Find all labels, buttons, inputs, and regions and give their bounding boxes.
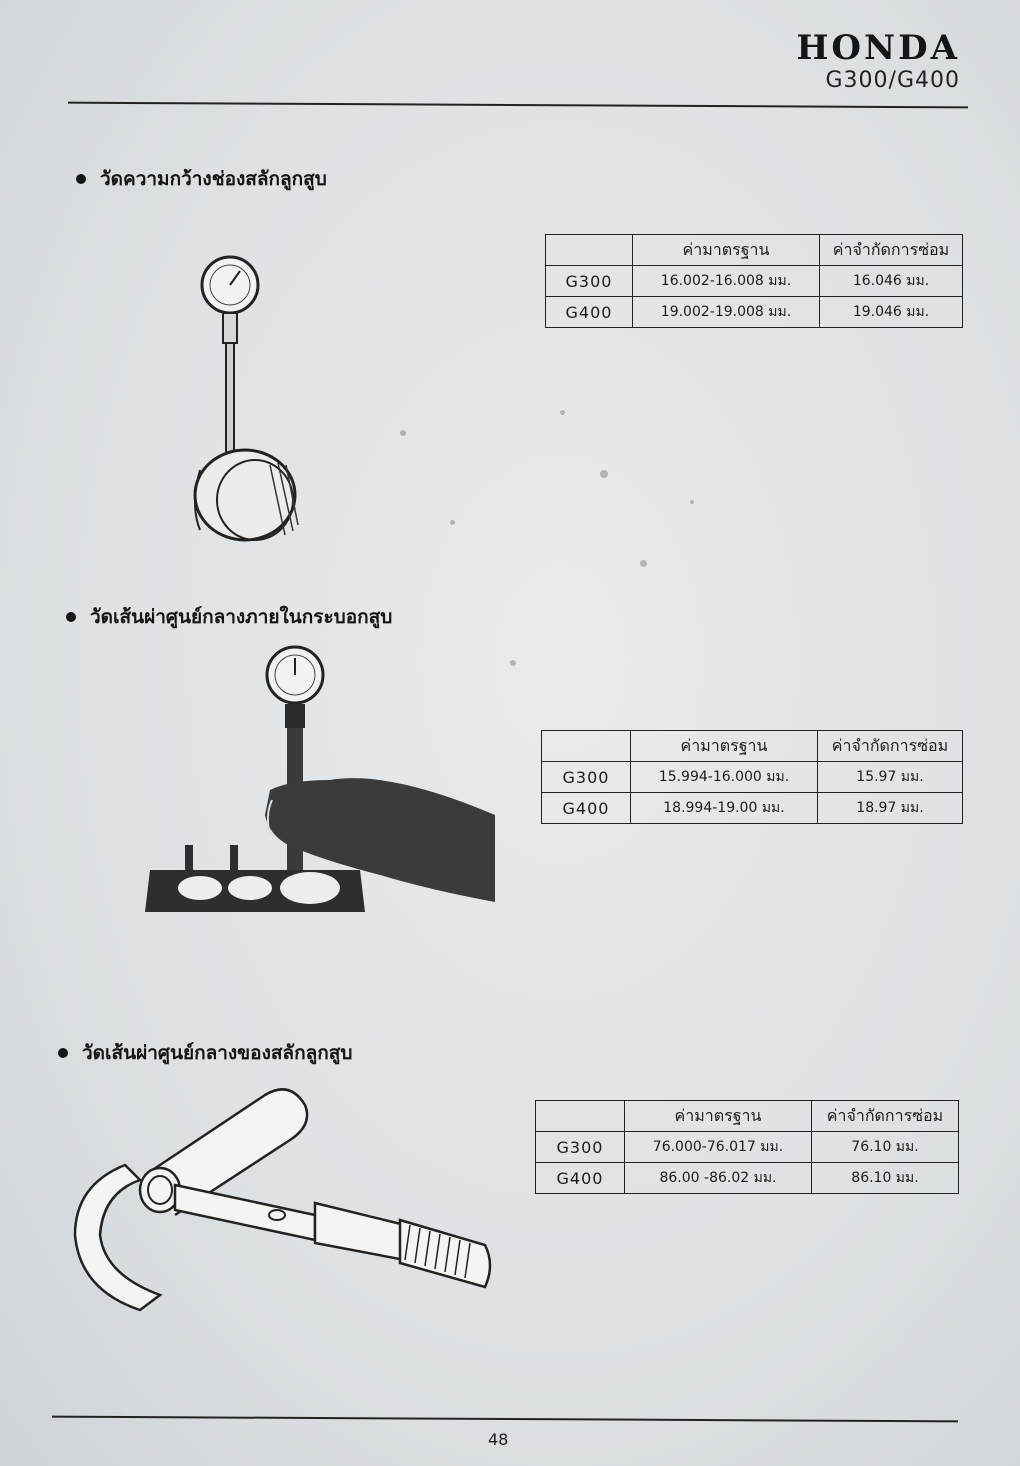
- stain-speck: [640, 560, 647, 567]
- stain-speck: [400, 430, 406, 436]
- limit-cell: 16.046 มม.: [820, 266, 963, 297]
- limit-cell: 86.10 มม.: [812, 1163, 959, 1194]
- section-heading: [76, 164, 327, 194]
- limit-cell: 18.97 มม.: [818, 793, 963, 824]
- bullet-icon: [66, 612, 76, 622]
- table-header-cell: ค่ามาตรฐาน: [631, 731, 818, 762]
- spec-table: [541, 730, 963, 824]
- section-heading: [66, 602, 392, 632]
- spec-table: [535, 1100, 959, 1194]
- section-heading-text: วัดเส้นผ่าศูนย์กลางของสลักลูกสูบ: [82, 1042, 353, 1064]
- table-row: [542, 793, 963, 824]
- model-cell: G400: [546, 297, 633, 328]
- stain-speck: [560, 410, 565, 415]
- model-cell: G300: [542, 762, 631, 793]
- standard-cell: 76.000-76.017 มม.: [625, 1132, 812, 1163]
- stain-speck: [600, 470, 608, 478]
- limit-cell: 76.10 มม.: [812, 1132, 959, 1163]
- section-heading-text: วัดเส้นผ่าศูนย์กลางภายในกระบอกสูบ: [90, 606, 393, 628]
- stain-speck: [510, 660, 516, 666]
- bullet-icon: [76, 174, 86, 184]
- table-row: [536, 1132, 959, 1163]
- table-header-cell: [542, 731, 631, 762]
- piston-dial-gauge-illustration: [160, 255, 310, 555]
- footer-rule: [52, 1416, 958, 1423]
- table-header-cell: ค่าจำกัดการซ่อม: [818, 731, 963, 762]
- micrometer-piston-pin-illustration: [65, 1075, 505, 1315]
- standard-cell: 18.994-19.00 มม.: [631, 793, 818, 824]
- table-header-cell: ค่าจำกัดการซ่อม: [812, 1101, 959, 1132]
- spec-table: [545, 234, 963, 328]
- bullet-icon: [58, 1048, 68, 1058]
- limit-cell: 19.046 มม.: [820, 297, 963, 328]
- model-cell: G400: [542, 793, 631, 824]
- standard-cell: 19.002-19.008 มม.: [633, 297, 820, 328]
- model-cell: G400: [536, 1163, 625, 1194]
- model-label: G300/G400: [825, 68, 960, 93]
- brand-logo: HONDA: [796, 28, 960, 68]
- stain-speck: [690, 500, 694, 504]
- standard-cell: 15.994-16.000 มม.: [631, 762, 818, 793]
- header-rule: [68, 102, 968, 109]
- section-heading-text: วัดความกว้างช่องสลักลูกสูบ: [100, 168, 327, 190]
- table-header-cell: ค่ามาตรฐาน: [633, 235, 820, 266]
- model-cell: G300: [546, 266, 633, 297]
- model-cell: G300: [536, 1132, 625, 1163]
- table-row: [546, 297, 963, 328]
- table-header-row: [546, 235, 963, 266]
- table-header-row: [542, 731, 963, 762]
- table-header-row: [536, 1101, 959, 1132]
- header-brand: [796, 30, 960, 93]
- table-row: [536, 1163, 959, 1194]
- standard-cell: 16.002-16.008 มม.: [633, 266, 820, 297]
- table-header-cell: [546, 235, 633, 266]
- table-header-cell: ค่ามาตรฐาน: [625, 1101, 812, 1132]
- limit-cell: 15.97 มม.: [818, 762, 963, 793]
- stain-speck: [450, 520, 455, 525]
- table-header-cell: ค่าจำกัดการซ่อม: [820, 235, 963, 266]
- table-header-cell: [536, 1101, 625, 1132]
- cylinder-bore-gauge-illustration: [130, 640, 500, 920]
- page-number: 48: [488, 1430, 509, 1449]
- section-heading: [58, 1038, 352, 1068]
- table-row: [542, 762, 963, 793]
- standard-cell: 86.00 -86.02 มม.: [625, 1163, 812, 1194]
- table-row: [546, 266, 963, 297]
